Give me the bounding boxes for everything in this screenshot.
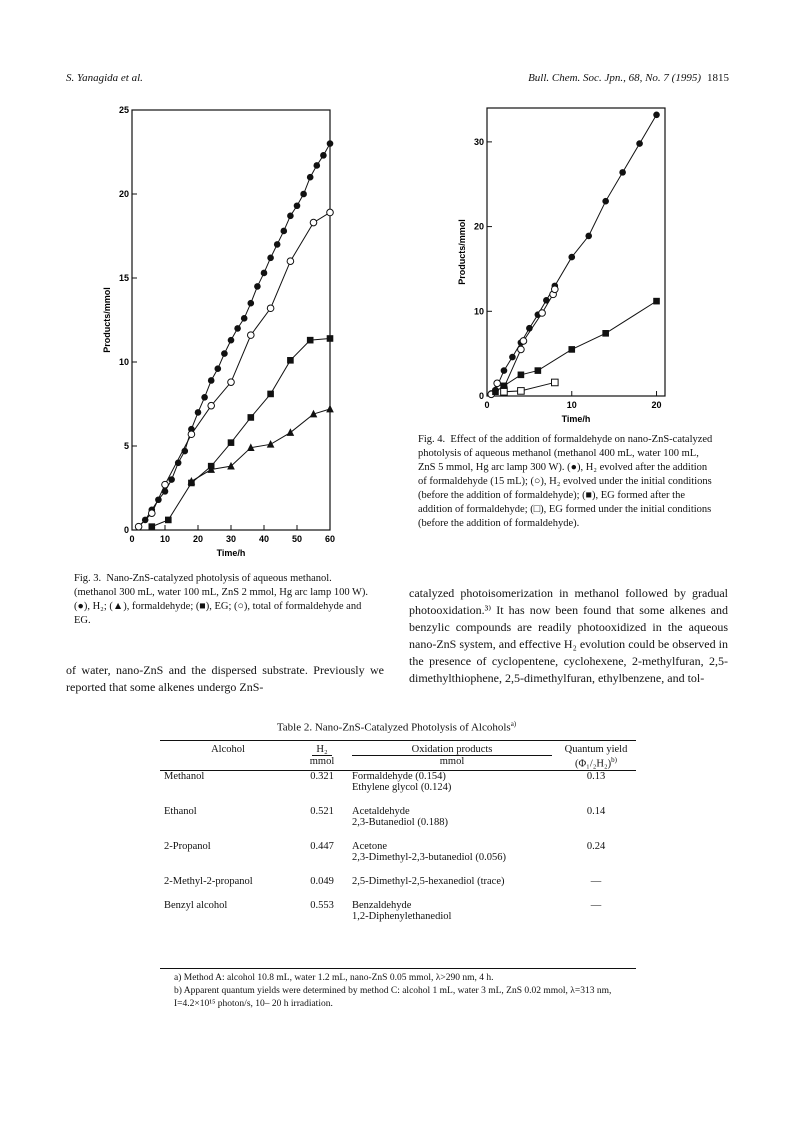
table2-cell-h2: 0.321 <box>310 770 334 782</box>
data-point-filled-circle <box>636 140 643 147</box>
data-point-open-circle <box>494 380 501 387</box>
table2-cell-alcohol: Methanol <box>164 770 205 782</box>
y-tick-label: 10 <box>118 357 129 367</box>
table2-title <box>0 720 793 734</box>
table2-header-ox-unit: mmol <box>439 756 465 767</box>
body-text-left: of water, nano-ZnS and the dispersed substrate. Previously we reported that some alkenes undergo ZnS- <box>66 663 384 694</box>
y-axis-label: Products/mmol <box>102 287 112 353</box>
data-point-filled-circle <box>314 162 321 169</box>
x-tick-label: 10 <box>159 534 171 544</box>
body-text-right: catalyzed photoisomerization in methanol followed by gradual photooxidation.³⁾ It has now been found that some alkenes and benzylic compounds are readily photooxidized in the aqueous nano-ZnS system, and effective H₂ evolution could be observed in the presence of cyclopentene, cyclohexene, 2-methylfuran, 2,5-dimethylthiophene, 2,5-dimethylfuran, ethylbenzene, and tol- <box>409 586 728 685</box>
table2-header-alcohol: Alcohol <box>211 744 245 755</box>
data-point-open-circle <box>518 346 525 353</box>
table2-cell-h2: 0.049 <box>310 875 334 887</box>
data-point-filled-square <box>248 414 255 421</box>
table2-product-2: Ethylene glycol (0.124) <box>352 781 452 793</box>
data-point-filled-circle <box>501 367 508 374</box>
fig4-chart <box>455 100 680 430</box>
series-line <box>152 338 330 526</box>
table2-product-2: 1,2-Diphenylethanediol <box>352 910 452 922</box>
table2-cell-products <box>348 841 556 876</box>
data-point-open-circle <box>248 332 255 339</box>
data-point-open-square <box>518 388 525 395</box>
data-point-filled-square <box>535 367 542 374</box>
data-point-filled-square <box>149 523 156 530</box>
table2-footnote-a: a) Method A: alcohol 10.8 mL, water 1.2 mL, nano-ZnS 0.05 mmol, λ>290 nm, 4 h. <box>174 973 494 983</box>
data-point-filled-circle <box>281 228 288 235</box>
data-point-filled-triangle <box>267 440 275 448</box>
x-tick-label: 50 <box>291 534 303 544</box>
y-tick-label: 20 <box>473 221 484 232</box>
x-tick-label: 0 <box>484 400 490 410</box>
data-point-filled-square <box>602 330 609 337</box>
table2-cell-h2: 0.521 <box>310 805 334 817</box>
table2-product-1: Benzaldehyde <box>352 899 412 911</box>
y-tick-label: 25 <box>118 105 129 115</box>
data-point-filled-triangle <box>326 405 334 413</box>
data-point-open-circle <box>149 510 156 517</box>
data-point-filled-square <box>518 372 525 379</box>
table-row <box>160 806 636 841</box>
table2-cell-qy: 0.14 <box>586 805 606 817</box>
table2-header-qy: Quantum yield <box>564 744 628 755</box>
table2-header-h2 <box>296 741 348 757</box>
data-point-filled-circle <box>585 233 592 240</box>
data-point-filled-circle <box>602 198 609 205</box>
table2-cell-qy: — <box>590 899 602 911</box>
data-point-filled-circle <box>241 315 248 322</box>
x-tick-label: 60 <box>324 534 336 544</box>
series-line <box>139 212 330 526</box>
fig3-caption-label: Fig. 3. <box>74 573 102 584</box>
table2-cell-h2: 0.447 <box>310 840 334 852</box>
x-tick-label: 10 <box>566 400 577 410</box>
table2-qy-sup: b) <box>611 756 617 764</box>
data-point-filled-circle <box>300 191 307 198</box>
data-point-filled-circle <box>509 354 516 361</box>
data-point-filled-circle <box>267 255 274 262</box>
table2 <box>160 740 636 935</box>
data-point-filled-circle <box>234 325 241 332</box>
table2-product-2: 2,3-Dimethyl-2,3-butanediol (0.056) <box>352 851 506 863</box>
fig4-caption <box>418 433 714 531</box>
table-row <box>160 841 636 876</box>
data-point-filled-square <box>492 388 499 395</box>
fig3-caption <box>74 572 370 628</box>
table2-product-1: 2,5-Dimethyl-2,5-hexanediol (trace) <box>352 875 505 887</box>
table2-cell-h2: 0.553 <box>310 899 334 911</box>
fig3-chart <box>100 100 350 570</box>
data-point-filled-circle <box>261 270 268 277</box>
table2-cell-alcohol: 2-Methyl-2-propanol <box>164 875 253 887</box>
data-point-open-circle <box>310 219 317 226</box>
table2-cell-products <box>348 900 556 935</box>
data-point-filled-square <box>307 337 314 344</box>
data-point-open-circle <box>552 286 559 293</box>
data-point-filled-circle <box>287 213 294 220</box>
y-tick-label: 0 <box>123 525 129 535</box>
y-tick-label: 30 <box>473 136 484 147</box>
y-axis-label: Products/mmol <box>457 219 467 285</box>
data-point-filled-circle <box>294 202 301 209</box>
journal-citation: Bull. Chem. Soc. Jpn., 68, No. 7 (1995) <box>528 72 701 84</box>
table2-product-1: Acetone <box>352 840 387 852</box>
x-tick-label: 20 <box>192 534 204 544</box>
table2-header-ox <box>348 741 556 757</box>
table2-cell-alcohol: 2-Propanol <box>164 840 211 852</box>
table2-footnote-b: b) Apparent quantum yields were determined by method C: alcohol 1 mL, water 3 mL, ZnS 0.02 mmol, λ=313 nm, I=4.2×10¹⁵ photon/s, 10– 20 h irradiation. <box>174 986 612 1009</box>
table-row <box>160 900 636 935</box>
table2-product-2: 2,3-Butanediol (0.188) <box>352 816 448 828</box>
page-number: 1815 <box>707 72 729 84</box>
data-point-filled-circle <box>327 140 334 147</box>
table2-cell-qy: 0.24 <box>586 840 606 852</box>
table2-title-sup: a) <box>510 720 517 728</box>
table2-header-qy-unit <box>556 756 636 770</box>
data-point-filled-circle <box>653 111 660 118</box>
x-tick-label: 20 <box>651 400 662 410</box>
data-point-filled-circle <box>248 300 255 307</box>
table2-cell-products <box>348 876 556 900</box>
data-point-filled-circle <box>215 365 222 372</box>
data-point-filled-circle <box>568 254 575 261</box>
fig3-caption-text: Nano-ZnS-catalyzed photolysis of aqueous methanol. (methanol 300 mL, water 100 mL, ZnS 2 mmol, Hg arc lamp 100 W). (●), H₂; (▲), formaldehyde; (■), EG; (○), total of formaldehyde and EG. <box>74 573 369 626</box>
table2-cell-alcohol: Benzyl alcohol <box>164 899 228 911</box>
table2-title-text: Table 2. Nano-ZnS-Catalyzed Photolysis of Alcohols <box>276 721 511 734</box>
data-point-filled-square <box>228 439 235 446</box>
data-point-filled-circle <box>274 241 281 248</box>
data-point-open-circle <box>162 481 169 488</box>
data-point-open-circle <box>208 402 215 409</box>
x-tick-label: 40 <box>258 534 270 544</box>
table2-cell-qy: 0.13 <box>586 770 606 782</box>
y-tick-label: 10 <box>473 306 484 317</box>
running-head-journal <box>528 72 729 84</box>
x-axis-label: Time/h <box>216 548 246 558</box>
series-line <box>504 382 555 391</box>
data-point-filled-circle <box>201 394 208 401</box>
x-tick-label: 30 <box>225 534 237 544</box>
table2-product-1: Acetaldehyde <box>352 805 410 817</box>
x-tick-label: 0 <box>129 534 135 544</box>
fig4-caption-text: Effect of the addition of formaldehyde on nano-ZnS-catalyzed photolysis of aqueous methanol (methanol 400 mL, water 100 mL, ZnS 5 mmol, Hg arc lamp 300 W). (●), H₂ evolved after the addition of formaldehyde (15 mL); (○), H₂ evolved under the initial conditions (before the addition of formaldehyde); (■), EG formed after the addition of formaldehyde; (□), EG formed under the initial conditions (before the addition of formaldehyde). <box>418 434 713 529</box>
data-point-filled-square <box>568 346 575 353</box>
table2-cell-products <box>348 806 556 841</box>
data-point-filled-circle <box>195 409 202 416</box>
x-axis-label: Time/h <box>561 414 591 424</box>
data-point-filled-triangle <box>287 428 295 436</box>
table2-header-blank <box>160 756 296 770</box>
data-point-open-circle <box>228 379 235 386</box>
data-point-filled-circle <box>254 283 261 290</box>
y-tick-label: 20 <box>118 189 129 199</box>
data-point-filled-square <box>267 391 274 398</box>
table2-qy-unit-text: (Φ₁/₂H₂) <box>575 758 612 770</box>
table2-cell-products <box>348 770 556 806</box>
data-point-filled-square <box>327 335 334 342</box>
data-point-open-circle <box>539 310 546 317</box>
table2-header-h2-unit: mmol <box>309 756 335 767</box>
data-point-open-circle <box>188 431 195 438</box>
data-point-open-circle <box>135 523 142 530</box>
fig4-caption-label: Fig. 4. <box>418 434 446 445</box>
data-point-filled-circle <box>221 350 228 357</box>
table2-header-ox-label: Oxidation products <box>352 744 552 756</box>
data-point-filled-circle <box>208 377 215 384</box>
data-point-open-circle <box>520 338 527 345</box>
data-point-filled-circle <box>307 174 314 181</box>
data-point-filled-circle <box>320 152 327 159</box>
table2-cell-qy: — <box>590 875 602 887</box>
y-tick-label: 5 <box>123 441 129 451</box>
y-tick-label: 15 <box>118 273 129 283</box>
table2-product-1: Formaldehyde (0.154) <box>352 770 446 782</box>
table2-cell-alcohol: Ethanol <box>164 805 197 817</box>
running-head-authors: S. Yanagida et al. <box>66 72 143 84</box>
data-point-filled-square <box>165 517 172 524</box>
data-point-open-circle <box>287 258 294 265</box>
table-row <box>160 770 636 806</box>
data-point-open-circle <box>267 305 274 312</box>
data-point-filled-square <box>653 298 660 305</box>
y-tick-label: 0 <box>478 391 484 401</box>
table2-header-h2-label: H₂ <box>312 744 331 756</box>
data-point-open-circle <box>327 209 334 216</box>
table2-body <box>160 770 636 935</box>
data-point-filled-square <box>287 357 294 364</box>
table2-footnotes <box>160 968 636 1011</box>
data-point-filled-circle <box>228 337 235 344</box>
data-point-filled-circle <box>619 169 626 176</box>
data-point-open-square <box>552 379 559 386</box>
table-row <box>160 876 636 900</box>
data-point-open-square <box>501 388 508 395</box>
